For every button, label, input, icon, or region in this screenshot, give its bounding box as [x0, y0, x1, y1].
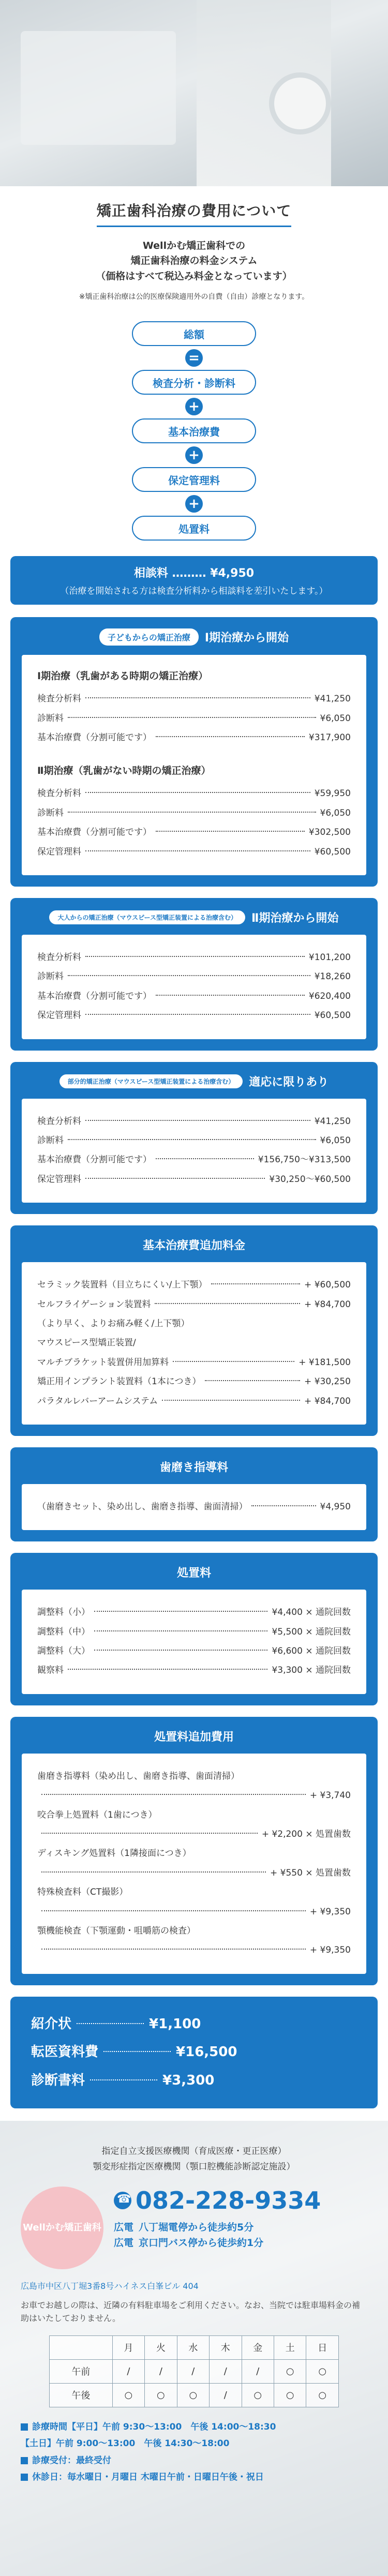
price-value: ¥41,250 [314, 1116, 351, 1127]
price-row [37, 1497, 351, 1517]
intro-section [0, 186, 388, 307]
summary-value: ¥1,100 [149, 2016, 201, 2032]
price-row [37, 1603, 351, 1622]
price-label: セラミック装置料（目立ちにくい/上下顎） [37, 1280, 207, 1291]
price-label: マルチブラケット装置併用加算料 [37, 1357, 169, 1368]
price-label: 診断料 [37, 971, 64, 982]
price-value: ¥30,250〜¥60,500 [269, 1174, 351, 1185]
treatment-extra-panel [10, 1717, 378, 1985]
price-card [22, 1590, 366, 1694]
hours-cell: ○ [145, 2383, 177, 2407]
hours-header: 日 [306, 2335, 339, 2359]
price-value: ¥156,750〜¥313,500 [258, 1155, 351, 1165]
hours-cell: ○ [177, 2383, 209, 2407]
price-value: + ¥84,700 [304, 1396, 351, 1406]
price-label: 保定管理料 [37, 1010, 81, 1021]
price-label: 基本治療費（分割可能です） [37, 991, 152, 1001]
price-row [37, 1295, 351, 1314]
hero-image [0, 0, 388, 186]
price-value: ¥6,050 [320, 807, 351, 818]
access-info [114, 2220, 321, 2251]
price-label: 観察料 [37, 1665, 64, 1676]
price-row [37, 1276, 351, 1295]
summary-row [31, 2010, 357, 2039]
price-row [37, 823, 351, 842]
hours-cell: 午後 [50, 2383, 113, 2407]
price-card [22, 655, 366, 875]
price-value: + ¥550 × 処置歯数 [270, 1867, 351, 1878]
price-label: パラタルレバーアームシステム [37, 1396, 158, 1406]
price-label: 保定管理料 [37, 1174, 81, 1185]
price-label: 保定管理料 [37, 846, 81, 857]
price-row [37, 1131, 351, 1150]
price-label: （歯磨きセット、染め出し、歯磨き指導、歯面清掃） [37, 1501, 248, 1512]
composition-item: 保定管理料 [132, 467, 256, 492]
price-label-row [37, 1806, 351, 1825]
panel-title: 処置料 [176, 1567, 211, 1580]
price-label: 診断料 [37, 807, 64, 818]
clinic-info-section [0, 2121, 388, 2576]
price-label: 検査分析料 [37, 952, 81, 963]
summary-label: 診断書料 [31, 2072, 85, 2088]
price-card [22, 1099, 366, 1203]
access-line [114, 2235, 321, 2251]
price-card [22, 935, 366, 1039]
hours-line [21, 2435, 367, 2452]
designation-line: 顎変形症指定医療機関（顎口腔機能診断認定施設） [93, 2162, 295, 2173]
price-row [37, 728, 351, 747]
price-row [37, 843, 351, 862]
price-value: ¥60,500 [314, 846, 351, 857]
access-text: 京口門バス停から徒歩約1分 [139, 2237, 264, 2249]
hours-cell: ○ [306, 2383, 339, 2407]
price-value: + ¥30,250 [304, 1376, 351, 1387]
hours-cell: / [112, 2359, 144, 2383]
price-row [37, 690, 351, 709]
summary-value: ¥3,300 [162, 2072, 215, 2088]
treatment-fee-panel [10, 1553, 378, 1705]
price-row [37, 987, 351, 1006]
summary-label: 紹介状 [31, 2016, 72, 2032]
price-row [37, 1006, 351, 1025]
hours-cell: / [242, 2359, 274, 2383]
price-value: + ¥9,350 [309, 1906, 351, 1917]
price-row [37, 1170, 351, 1189]
composition-item: 処置料 [132, 516, 256, 541]
price-label: ディスキング処置料（1隣接面につき） [37, 1848, 191, 1859]
price-value: ¥6,050 [320, 713, 351, 724]
intro-sub-line: Wellかむ矯正歯科での [142, 240, 246, 251]
panel-tag: 大人からの矯正治療（マウスピース型矯正装置による治療含む） [49, 910, 245, 924]
price-value: ¥6,050 [320, 1135, 351, 1146]
price-label: 基本治療費（分割可能です） [37, 732, 152, 743]
summary-value: ¥16,500 [176, 2044, 237, 2060]
price-value: ¥41,250 [314, 694, 351, 705]
price-row [37, 1642, 351, 1661]
hours-header: 金 [242, 2335, 274, 2359]
price-row [37, 1786, 351, 1805]
adult-treatment-panel [10, 898, 378, 1051]
price-value: ¥18,260 [314, 971, 351, 982]
bullet-icon [21, 2423, 28, 2431]
price-value: ¥60,500 [314, 1010, 351, 1021]
panel-header [10, 909, 378, 925]
clinic-info-content [0, 2121, 388, 2509]
price-label-row [37, 1767, 351, 1786]
price-label: 診断料 [37, 1135, 64, 1146]
access-label: 広電 [114, 2221, 134, 2233]
price-row [37, 1334, 351, 1353]
composition-total: 総額 [132, 321, 256, 346]
bullet-icon [21, 2474, 28, 2481]
designation-text [21, 2144, 367, 2175]
hero-shape [21, 31, 176, 145]
panel-title: Ⅰ期治療から開始 [204, 632, 289, 645]
panel-title: 適応に限りあり [249, 1075, 329, 1089]
panel-title: 歯磨き指導料 [159, 1461, 228, 1474]
phone-text: 082-228-9334 [136, 2186, 321, 2214]
designation-line: 指定自立支援医療機関（育成医療・更正医療） [101, 2146, 287, 2156]
hours-cell: ○ [112, 2383, 144, 2407]
price-label: 診断料 [37, 713, 64, 724]
price-card [22, 1754, 366, 1974]
hours-cell: / [210, 2359, 242, 2383]
price-label: 顎機能検査（下顎運動・咀嚼筋の検査） [37, 1925, 196, 1936]
hours-cell: ○ [306, 2359, 339, 2383]
contact-block [21, 2186, 367, 2269]
contact-details [114, 2186, 321, 2251]
price-row [37, 1372, 351, 1391]
price-row [37, 1864, 351, 1883]
price-label-row [37, 1883, 351, 1902]
hours-header: 水 [177, 2335, 209, 2359]
hours-row [50, 2359, 339, 2383]
child-treatment-panel [10, 617, 378, 887]
price-value: + ¥2,200 × 処置歯数 [261, 1829, 351, 1840]
hours-header: 土 [274, 2335, 306, 2359]
price-label: 検査分析料 [37, 788, 81, 799]
price-value: ¥59,950 [314, 788, 351, 799]
panel-title: 基本治療費追加料金 [142, 1239, 245, 1253]
plus-icon: + [185, 446, 203, 464]
price-value: + ¥181,500 [299, 1357, 351, 1368]
price-value: + ¥9,350 [309, 1945, 351, 1956]
panel-tag: 子どもからの矯正治療 [99, 628, 199, 646]
office-hours-table [49, 2335, 339, 2407]
price-row [37, 1825, 351, 1844]
price-label-row [37, 1844, 351, 1863]
hours-cell: / [177, 2359, 209, 2383]
panel-header [10, 1073, 378, 1089]
price-value: ¥5,500 × 通院回数 [272, 1626, 351, 1637]
price-label: 歯磨き指導料（染め出し、歯磨き指導、歯面清掃） [37, 1771, 240, 1781]
hours-time: 【土日】午前 9:00〜13:00 午後 14:30〜18:00 [21, 2438, 230, 2449]
price-row [37, 1941, 351, 1960]
hours-title: 診療時間 [32, 2421, 67, 2432]
plus-icon: + [185, 495, 203, 513]
panel-title: Ⅱ期治療から開始 [251, 912, 339, 925]
price-label: 基本治療費（分割可能です） [37, 1155, 152, 1165]
price-row [37, 1661, 351, 1680]
access-line [114, 2220, 321, 2235]
hours-note: 診療受付：最終受付 [32, 2455, 111, 2466]
clinic-address: 広島市中区八丁堀3番8号ハイネス白峯ビル 404 [21, 2281, 199, 2291]
summary-row [31, 2066, 357, 2095]
intro-sub-line: （価格はすべて税込み料金となっています） [96, 270, 292, 282]
hours-time: 【平日】午前 9:30〜13:00 午後 14:00〜18:30 [67, 2421, 276, 2432]
hours-header [50, 2335, 113, 2359]
price-row [37, 709, 351, 728]
price-label: 調整料（中） [37, 1626, 90, 1637]
price-row [37, 804, 351, 823]
price-label-row [37, 1922, 351, 1941]
partial-treatment-panel [10, 1062, 378, 1215]
price-row [37, 1903, 351, 1922]
price-label: （より早く、よりお痛み軽く/上下顎） [37, 1318, 190, 1329]
price-row [37, 948, 351, 967]
phone-number[interactable] [114, 2186, 321, 2214]
fee-composition [0, 321, 388, 541]
price-label: 基本治療費（分割可能です） [37, 827, 152, 838]
composition-item: 検査分析・診断料 [132, 370, 256, 395]
price-value: ¥4,400 × 通院回数 [272, 1607, 351, 1618]
price-label: マウスピース型矯正装置/ [37, 1338, 136, 1349]
clinic-logo: Wellかむ矯正歯科 [21, 2186, 103, 2269]
price-value: ¥6,600 × 通院回数 [272, 1646, 351, 1657]
summary-row [31, 2038, 357, 2066]
hours-cell: / [145, 2359, 177, 2383]
brushing-fee-panel [10, 1447, 378, 1541]
price-card [22, 1262, 366, 1425]
hours-line [21, 2452, 367, 2469]
price-label: 調整料（大） [37, 1646, 90, 1657]
hours-cell: ○ [274, 2383, 306, 2407]
price-value: + ¥84,700 [304, 1299, 351, 1310]
price-card [22, 1484, 366, 1530]
bullet-icon [21, 2457, 28, 2464]
hours-header: 火 [145, 2335, 177, 2359]
price-value: + ¥3,740 [309, 1790, 351, 1801]
hours-line [21, 2469, 367, 2485]
hours-header-row [50, 2335, 339, 2359]
hours-cell: ○ [242, 2383, 274, 2407]
document-fee-summary [10, 1997, 378, 2108]
price-value: ¥3,300 × 通院回数 [272, 1665, 351, 1676]
price-label: 検査分析料 [37, 694, 81, 705]
price-label: 特殊検査料（CT撮影） [37, 1887, 128, 1898]
price-label: 調整料（小） [37, 1607, 90, 1618]
price-value: ¥4,950 [320, 1501, 351, 1512]
price-row [37, 1353, 351, 1372]
composition-item: 基本治療費 [132, 418, 256, 443]
parking-note: お車でお越しの際は、近隣の有料駐車場をご利用ください。なお、当院では駐車場料金の補助はいたしておりません。 [21, 2300, 361, 2324]
price-row [37, 1112, 351, 1131]
summary-label: 転医資料費 [31, 2044, 99, 2060]
price-row [37, 1392, 351, 1411]
price-label: 矯正用インプラント装置料（1本につき） [37, 1376, 201, 1387]
price-value: ¥101,200 [308, 952, 351, 963]
panel-title: 処置料追加費用 [154, 1730, 234, 1744]
price-value: ¥620,400 [308, 991, 351, 1001]
page-title: 矯正歯科治療の費用について [97, 200, 291, 227]
price-row [37, 784, 351, 803]
office-hours-text [21, 2419, 367, 2485]
access-label: 広電 [114, 2237, 134, 2249]
hours-header: 木 [210, 2335, 242, 2359]
equals-icon: = [185, 349, 203, 367]
hero-shape [269, 72, 331, 134]
price-row [37, 1623, 351, 1642]
price-label: セルフライゲーション装置料 [37, 1299, 151, 1310]
consultation-note: （治療を開始される方は検査分析料から相談料を差引いたします。） [60, 586, 328, 597]
panel-header [10, 628, 378, 646]
hours-cell: / [210, 2383, 242, 2407]
plus-icon: + [185, 398, 203, 415]
price-value: + ¥60,500 [304, 1280, 351, 1291]
intro-note: ※矯正歯科治療は公的医療保険適用外の自費（自由）診療となります。 [79, 293, 309, 302]
price-label: 咬合拳上処置料（1歯につき） [37, 1809, 157, 1820]
hours-line [21, 2419, 367, 2435]
price-value: ¥302,500 [308, 827, 351, 838]
consultation-fee-banner [10, 556, 378, 605]
hours-note: 休診日：毎水曜日・月曜日 木曜日午前・日曜日午後・祝日 [32, 2472, 264, 2482]
extra-fee-panel [10, 1225, 378, 1436]
phone-icon [114, 2192, 131, 2209]
intro-subtitle [10, 238, 378, 284]
hours-cell: ○ [274, 2359, 306, 2383]
price-label: 検査分析料 [37, 1116, 81, 1127]
access-text: 八丁堀電停から徒歩約5分 [139, 2221, 254, 2233]
consultation-fee: 相談料 ……… ¥4,950 [133, 567, 255, 580]
price-row [37, 1150, 351, 1170]
phase-title: Ⅱ期治療（乳歯がない時期の矯正治療） [37, 765, 211, 777]
hours-header: 月 [112, 2335, 144, 2359]
price-value: ¥317,900 [308, 732, 351, 743]
price-row [37, 967, 351, 986]
panel-tag: 部分的矯正治療（マウスピース型矯正装置による治療含む） [59, 1074, 243, 1088]
price-row [37, 1314, 351, 1334]
hours-cell: 午前 [50, 2359, 113, 2383]
intro-sub-line: 矯正歯科治療の料金システム [130, 255, 258, 267]
phase-title: Ⅰ期治療（乳歯がある時期の矯正治療） [37, 670, 208, 682]
hours-row [50, 2383, 339, 2407]
